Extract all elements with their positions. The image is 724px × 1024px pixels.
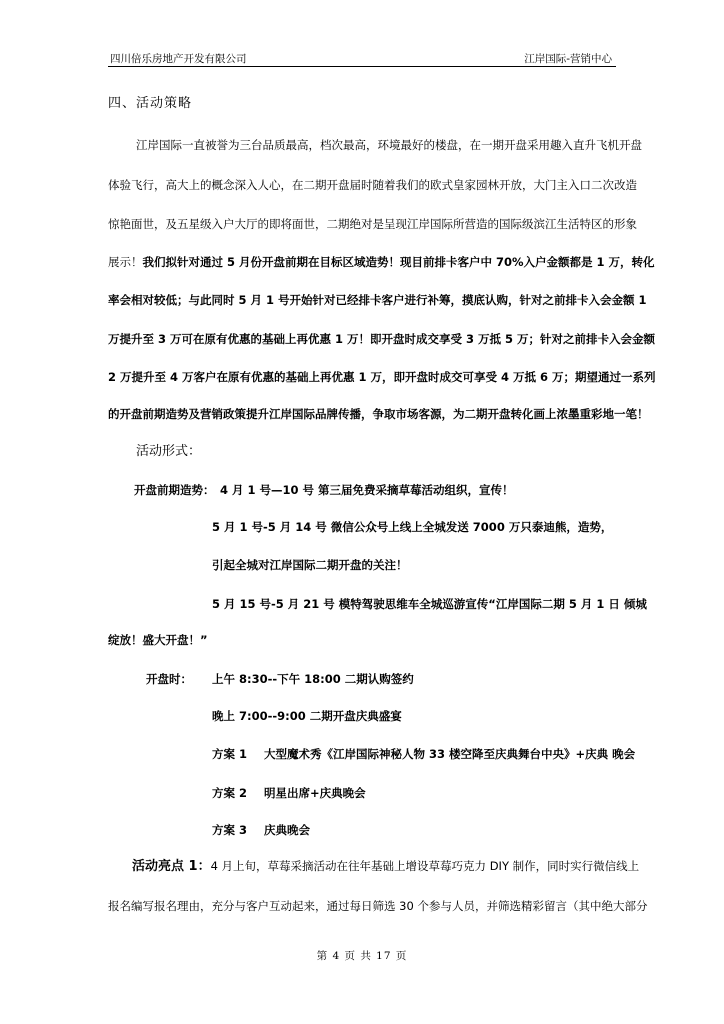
highlight-line: 报名编写报名理由，充分与客户互动起来，通过每日筛选 30 个参与人员，并筛选精彩留言（其中绝大部分 [108, 899, 648, 913]
plan-label: 方案 1 [212, 747, 248, 761]
header-company: 四川倍乐房地产开发有限公司 [110, 53, 247, 65]
highlight-label: 活动亮点 1： [132, 859, 211, 874]
page-header [108, 52, 616, 67]
paragraph-line: 体验飞行，高大上的概念深入人心，在二期开盘届时随着我们的欧式皇家园林开放，大门主入口二次改造 [108, 178, 637, 192]
plan-text: 大型魔术秀《江岸国际神秘人物 33 楼空降至庆典舞台中央》+庆典 晚会 [264, 747, 636, 761]
plan-text: 明星出席+庆典晚会 [264, 786, 366, 800]
activity-form-label: 活动形式： [136, 444, 202, 459]
paragraph-line: 率会相对较低；与此同时 5 月 1 号开始针对已经排卡客户进行补筹，摸底认购，针对之前排卡入会金额 1 [108, 293, 647, 307]
paragraph-text: 展示！ [108, 255, 143, 269]
opening-label: 开盘时： [146, 672, 192, 686]
plan-text: 庆典晚会 [264, 823, 310, 837]
pre-heat-item: 引起全城对江岸国际二期开盘的关注！ [212, 558, 408, 572]
pre-heat-label: 开盘前期造势： [134, 483, 215, 497]
paragraph-line: 的开盘前期造势及营销政策提升江岸国际品牌传播，争取市场客源，为二期开盘转化画上浓墨重彩地一笔！ [108, 407, 649, 421]
paragraph-line: 惊艳面世，及五星级入户大厅的即将面世，二期绝对是呈现江岸国际所营造的国际级滨江生活特区的形象 [108, 217, 637, 231]
header-department: 江岸国际-营销中心 [524, 53, 612, 65]
plan-label: 方案 3 [212, 823, 248, 837]
highlight-text: 4 月上旬，草莓采摘活动在往年基础上增设草莓巧克力 DIY 制作，同时实行微信线上 [210, 859, 640, 873]
paragraph-line: 江岸国际一直被誉为三台品质最高，档次最高，环境最好的楼盘，在一期开盘采用趣入直升飞机开盘 [136, 138, 642, 152]
opening-item: 上午 8:30--下午 18:00 二期认购签约 [212, 672, 414, 686]
paragraph-line: 万提升至 3 万可在原有优惠的基础上再优惠 1 万！即开盘时成交享受 3 万抵 5 万；针对之前排卡入会金额 [108, 332, 656, 346]
pre-heat-item: 5 月 15 号-5 月 21 号 模特驾驶思维车全城巡游宣传“江岸国际二期 5 月 1 日 倾城 [212, 597, 647, 611]
highlight-line [132, 858, 639, 875]
section-title: 四、活动策略 [108, 96, 193, 111]
paragraph-line: 2 万提升至 4 万客户在原有优惠的基础上再优惠 1 万，即开盘时成交可享受 4 万抵 6 万；期望通过一系列 [108, 370, 656, 384]
paragraph-line [108, 254, 655, 270]
plan-label: 方案 2 [212, 786, 248, 800]
opening-item: 晚上 7:00--9:00 二期开盘庆典盛宴 [212, 709, 402, 723]
pre-heat-item: 5 月 1 号-5 月 14 号 微信公众号上线上全城发送 7000 万只泰迪熊，造势， [212, 520, 613, 534]
page-number: 第 4 页 共 17 页 [316, 950, 408, 962]
pre-heat-item: 绽放！盛大开盘！” [108, 633, 208, 647]
paragraph-text-bold: 我们拟针对通过 5 月份开盘前期在目标区域造势！现目前排卡客户中 70%入户金额都是 1 万，转化 [142, 255, 655, 269]
pre-heat-item: 4 月 1 号—10 号 第三届免费采摘草莓活动组织，宣传！ [220, 483, 514, 497]
